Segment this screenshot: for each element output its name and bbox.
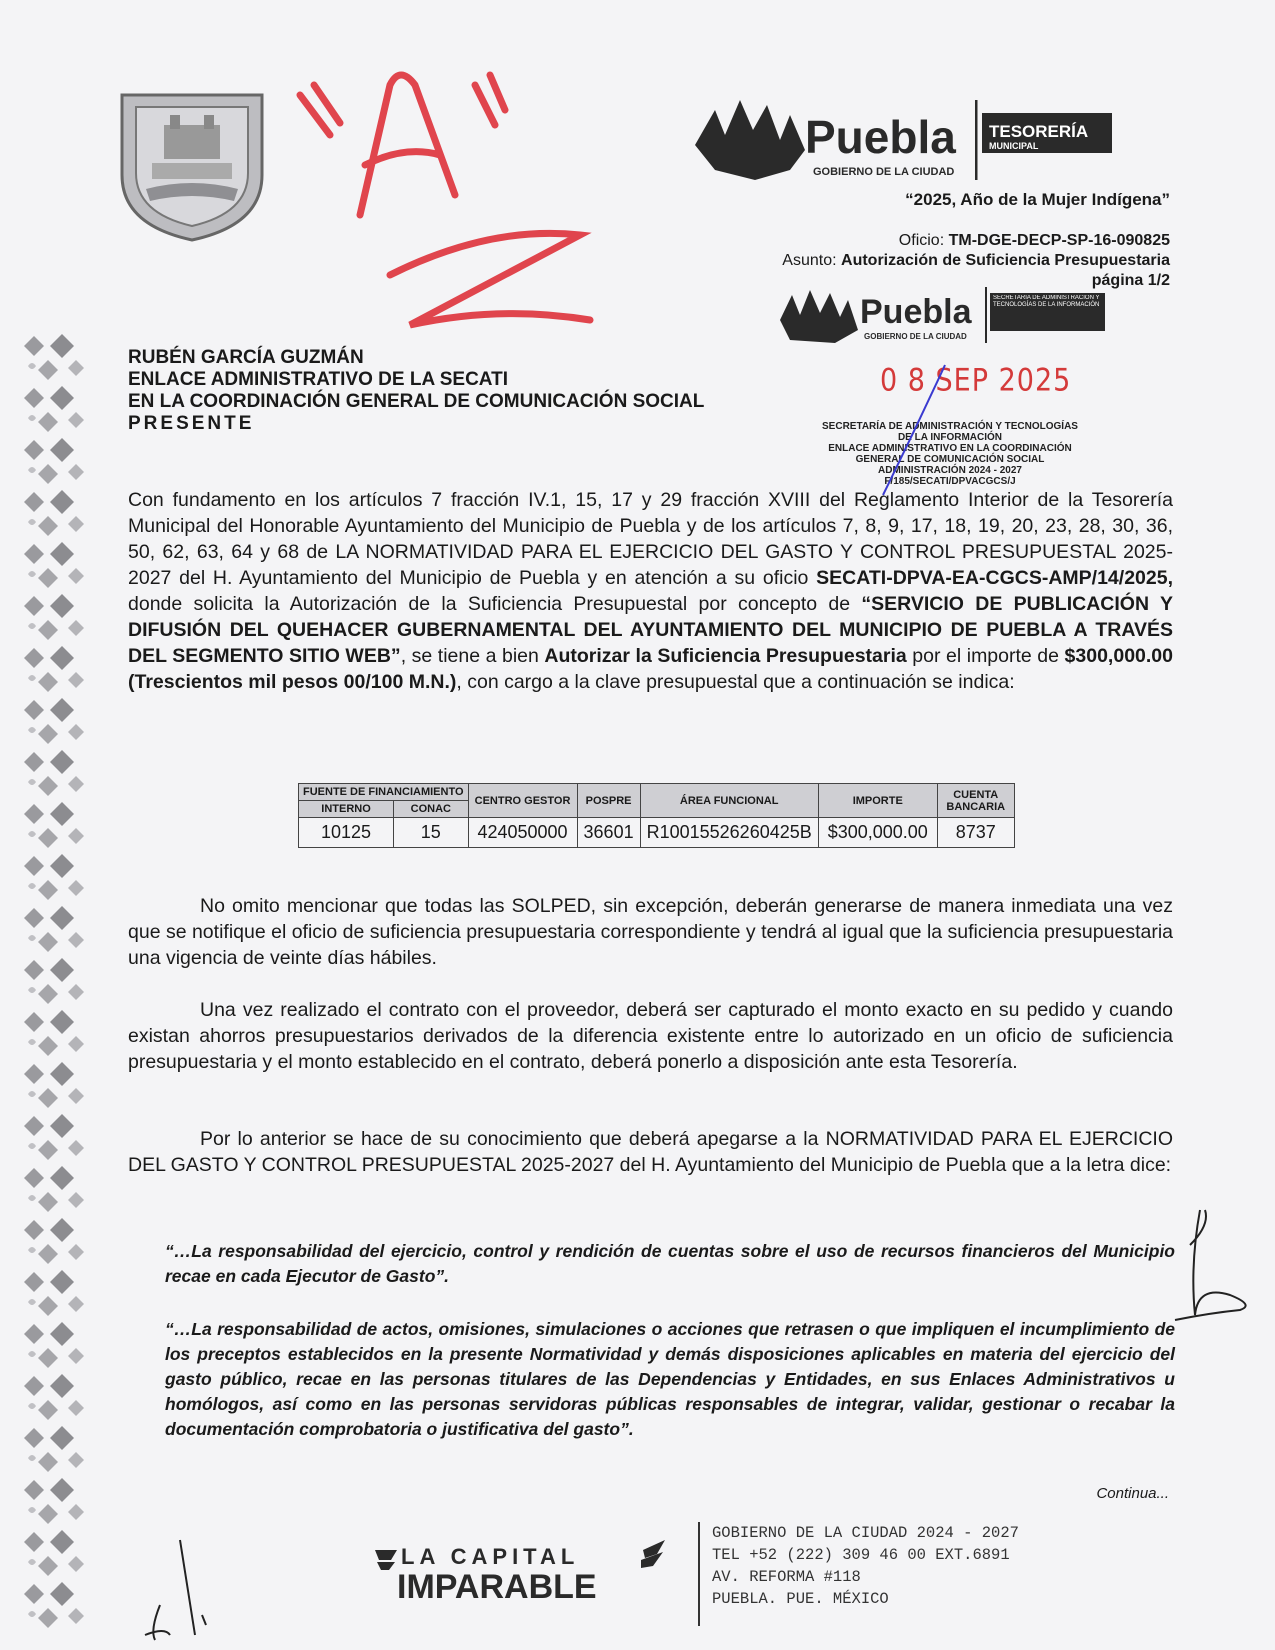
header-cuenta-bancaria: CUENTA BANCARIA [937,784,1014,818]
header-pospre: POSPRE [577,784,640,818]
secati-stamp-logo [780,285,1125,345]
page-number: página 1/2 [1091,272,1170,289]
text-run: Con fundamento en los artículos 7 fracción IV.1, 15, 17 y 29 fracción XVIII del Reglamento Interior de la Tesorería Municipal del Honorable Ayuntamiento del Municipio de Puebla y de los artículos 7, 8, 9, 17, 18, 19, 20, 23, 28, 30, 36, 50, 62, 63, 64 y 68 de LA NORMATIVIDAD PARA EL EJERCICIO DEL GASTO Y CONTROL PRESUPUESTAL 2025-2027 del H. Ayuntamiento del Municipio de Puebla y en atención a su oficio [128,489,1173,589]
stamp-logo-text: Puebla [860,293,972,331]
text-run: , con cargo a la clave presupuestal que a continuación se indica: [456,671,1015,693]
logo-office: TESORERÍA [989,122,1089,141]
stamp-line: GENERAL DE COMUNICACIÓN SOCIAL [855,454,1045,465]
cell-centro-gestor: 424050000 [468,818,577,848]
logo-office-sub: MUNICIPAL [989,141,1039,151]
handwritten-initials [140,1535,230,1645]
quote-actions: “…La responsabilidad de actos, omisiones, simulaciones o acciones que retrasen o que impliquen el incumplimiento de los preceptos establecidos en la presente Normatividad y demás disposiciones aplicables en materia del ejercicio del gasto público, recae en las personas titulares de las Dependencias y Entidades, en sus Enlaces Administrativos u homólogos, así como en las personas servidoras públicas responsables de integrar, validar, gestionar o recabar la documentación comprobatoria o justificativa del gasto”. [165,1319,1175,1439]
cell-interno: 10125 [299,818,394,848]
stamp-logo-subtitle: GOBIERNO DE LA CIUDAD [864,332,967,341]
logo-text: Puebla [805,111,956,163]
text-run: , se tiene a bien [400,645,545,667]
text-run: donde solicita la Autorización de la Suficiencia Presupuestal por concepto de [128,593,862,615]
cell-conac: 15 [394,818,468,848]
recipient-name: RUBÉN GARCÍA GUZMÁN [128,347,364,368]
table-row [299,818,1015,848]
slogan-line-1: LA CAPITAL [401,1544,580,1569]
authorization-phrase: Autorizar la Suficiencia Presupuestaria [544,645,907,667]
oficio-line [899,232,1170,250]
recipient-block [128,347,704,435]
asunto-value: Autorización de Suficiencia Presupuestaria [841,252,1170,269]
stamp-line: SECRETARÍA DE ADMINISTRACIÓN Y TECNOLOGÍAS [822,421,1078,432]
address-line: GOBIERNO DE LA CIUDAD 2024 - 2027 [712,1524,1019,1542]
service-concept: “SERVICIO DE PUBLICACIÓN Y DIFUSIÓN DEL QUEHACER GUBERNAMENTAL DEL AYUNTAMIENTO DEL MUNICIPIO DE PUEBLA A TRAVÉS DEL SEGMENTO SITIO WEB” [128,593,1173,667]
quote-responsibility: “…La responsabilidad del ejercicio, control y rendición de cuentas sobre el uso de recursos financieros del Municipio recae en cada Ejecutor de Gasto”. [165,1241,1175,1286]
year-motto: “2025, Año de la Mujer Indígena” [905,190,1170,209]
stamp-line: DE LA INFORMACIÓN [897,432,1003,443]
cell-pospre: 36601 [577,818,640,848]
footer-divider [698,1522,700,1626]
decorative-border-pattern [22,330,92,1630]
contract-paragraph: Una vez realizado el contrato con el proveedor, deberá ser capturado el monto exacto en su pedido y cuando existan ahorros presupuestarios derivados de la diferencia existente entre lo autorizado en un oficio de suficiencia presupuestaria y el monto establecido en el contrato, deberá ponerlo a disposición ante esta Tesorería. [128,999,1173,1073]
address-line: AV. REFORMA #118 [712,1568,861,1586]
header-area-funcional: ÁREA FUNCIONAL [640,784,818,818]
oficio-label: Oficio: [898,232,945,249]
main-paragraph [128,487,1173,695]
red-handwritten-mark [290,55,630,355]
address-line: TEL +52 (222) 309 46 00 EXT.6891 [712,1546,1010,1564]
stamp-line: ADMINISTRACIÓN 2024 - 2027 [878,465,1022,476]
city-seal-icon [112,85,272,245]
solped-paragraph: No omito mencionar que todas las SOLPED, sin excepción, deberán generarse de manera inmediata una vez que se notifique el oficio de suficiencia presupuestaria correspondiente y tendrá al igual que la suficiencia presupuestaria una vigencia de veinte días hábiles. [128,895,1173,969]
handwritten-signature [1170,1205,1260,1365]
header-interno: INTERNO [299,801,394,818]
la-capital-imparable-logo [375,1532,665,1602]
text-run: por el importe de [906,645,1065,667]
address-line: PUEBLA. PUE. MÉXICO [712,1590,889,1608]
continued-note: Continua... [1096,1485,1169,1502]
received-date-stamp: 0 8 SEP 2025 [880,362,1072,399]
request-oficio-number: SECATI-DPVA-EA-CGCS-AMP/14/2025, [816,567,1173,589]
recipient-department: EN LA COORDINACIÓN GENERAL DE COMUNICACIÓN SOCIAL [128,391,705,412]
cell-cuenta-bancaria: 8737 [937,818,1014,848]
header-conac: CONAC [394,801,468,818]
authorized-amount: $300,000.00 (Trescientos mil pesos 00/100 M.N.) [128,645,1173,693]
stamp-logo-office: SECRETARÍA DE ADMINISTRACIÓN Y TECNOLOGÍAS DE LA INFORMACIÓN [993,295,1100,308]
recipient-presente: PRESENTE [128,413,255,434]
cell-area-funcional: R10015526260425B [640,818,818,848]
header-centro-gestor: CENTRO GESTOR [468,784,577,818]
recipient-title: ENLACE ADMINISTRATIVO DE LA SECATI [128,369,508,390]
asunto-line [782,252,1170,270]
blue-pen-mark [875,360,955,500]
logo-subtitle: GOBIERNO DE LA CIUDAD [813,166,955,178]
cell-importe: $300,000.00 [818,818,937,848]
slogan-line-2: IMPARABLE [397,1568,597,1602]
header-importe: IMPORTE [818,784,937,818]
normativity-paragraph: Por lo anterior se hace de su conocimiento que deberá apegarse a la NORMATIVIDAD PARA EL EJERCICIO DEL GASTO Y CONTROL PRESUPUESTAL 2025-2027 del H. Ayuntamiento del Municipio de Puebla que a la letra dice: [128,1128,1173,1176]
header-fuente: FUENTE DE FINANCIAMIENTO [299,784,469,801]
budget-key-table [298,783,1015,848]
stamp-line: ENLACE ADMINISTRATIVO EN LA COORDINACIÓN [828,443,1072,454]
puebla-tesoreria-logo [695,95,1165,185]
asunto-label: Asunto: [782,252,837,269]
oficio-number: TM-DGE-DECP-SP-16-090825 [948,232,1170,249]
stamp-line: F/185/SECATI/DPVACGCS/J [884,476,1016,487]
footer-address [712,1522,1019,1610]
